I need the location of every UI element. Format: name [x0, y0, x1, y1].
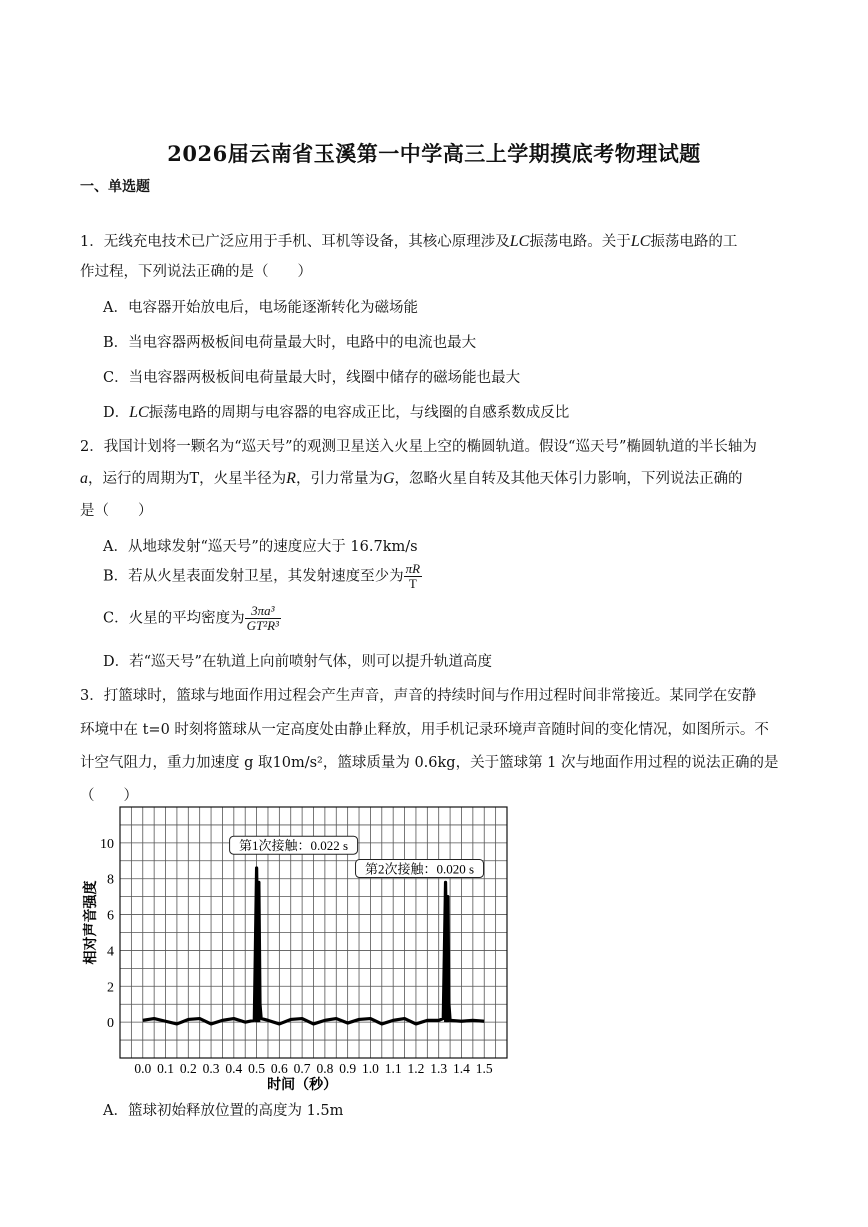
x-tick-label: 0.5	[248, 1061, 266, 1076]
q3-line2: 环境中在 t=0 时刻将篮球从一定高度处由静止释放，用手机记录环境声音随时间的变化情况，如图所示。不	[80, 722, 769, 738]
q2-option-c-den: GT²R³	[246, 618, 279, 633]
q2-option-c-fraction	[245, 604, 281, 633]
q2-option-b-text: B．若从火星表面发射卫星，其发射速度至少为	[103, 568, 404, 585]
q2-option-b-den: T	[408, 576, 417, 591]
q1-text-a: 1．无线充电技术已广泛应用于手机、耳机等设备，其核心原理涉及	[80, 234, 510, 250]
x-tick-label: 1.0	[361, 1061, 379, 1076]
annotation-label: 第1次接触：0.022 s	[239, 838, 349, 854]
q2-option-c-num: 3πa³	[245, 604, 281, 619]
x-tick-label: 0.3	[202, 1061, 220, 1076]
y-tick-label: 4	[107, 944, 114, 960]
q2-var-g: G	[382, 470, 395, 487]
q1-option-d-lc: LC	[129, 404, 149, 421]
y-tick-label: 8	[107, 872, 114, 888]
x-tick-label: 0.9	[339, 1061, 357, 1076]
q1-lc-1: LC	[509, 233, 530, 250]
q2-option-b-fraction	[404, 562, 422, 591]
q2-text-c: ，忽略火星自转及其他天体引力影响，下列说法正确的	[394, 471, 743, 487]
q2-option-b-num: πR	[405, 561, 421, 576]
q2-option-c-text: C．火星的平均密度为	[103, 610, 245, 627]
q1-text-c: 振荡电路的工	[650, 234, 738, 250]
x-tick-label: 0.7	[293, 1061, 311, 1076]
x-tick-label: 0.2	[179, 1061, 197, 1076]
x-tick-label: 0.0	[134, 1061, 152, 1076]
q1-option-b: B．当电容器两极板间电荷量最大时，电路中的电流也最大	[103, 335, 477, 351]
x-tick-label: 0.1	[157, 1061, 174, 1076]
annotation-label: 第2次接触：0.020 s	[365, 861, 475, 877]
q2-text-b: ，引力常量为	[295, 471, 383, 487]
q1-line1	[80, 232, 737, 252]
y-axis-label: 相对声音强度	[84, 880, 99, 965]
x-tick-label: 0.4	[225, 1061, 243, 1076]
x-tick-label: 1.4	[453, 1061, 470, 1076]
q2-option-c	[103, 604, 281, 633]
q3-line3: 计空气阻力，重力加速度 g 取10m/s²，篮球质量为 0.6kg，关于篮球第 1 次与地面作用过程的说法正确的是	[80, 755, 779, 771]
q2-text-a: ，运行的周期为T，火星半径为	[88, 471, 287, 487]
q3-line1: 3．打篮球时，篮球与地面作用过程会产生声音，声音的持续时间与作用过程时间非常接近。某同学在安静	[80, 688, 757, 704]
y-tick-label: 2	[107, 980, 114, 996]
x-tick-label: 1.5	[475, 1061, 493, 1076]
q1-option-a: A．电容器开始放电后，电场能逐渐转化为磁场能	[103, 300, 418, 316]
q1-lc-2: LC	[630, 233, 651, 250]
x-axis-label: 时间（秒）	[267, 1078, 338, 1093]
y-tick-label: 10	[100, 836, 114, 852]
q2-line2	[80, 469, 743, 489]
q2-option-b	[103, 562, 422, 591]
y-tick-label: 0	[107, 1016, 114, 1032]
x-tick-label: 1.3	[430, 1061, 448, 1076]
q3-option-a: A．篮球初始释放位置的高度为 1.5m	[103, 1103, 344, 1119]
q1-text-b: 振荡电路。关于	[529, 234, 631, 250]
x-tick-label: 1.2	[407, 1061, 425, 1076]
q2-option-a: A．从地球发射“巡天号”的速度应大于 16.7km/s	[103, 539, 418, 555]
sound-intensity-chart	[80, 800, 520, 1095]
q2-line3: 是（ ）	[80, 503, 153, 519]
q3-line4: （ ）	[80, 788, 138, 804]
q1-option-c: C．当电容器两极板间电荷量最大时，线圈中储存的磁场能也最大	[103, 370, 521, 386]
q2-line1: 2．我国计划将一颗名为“巡天号”的观测卫星送入火星上空的椭圆轨道。假设“巡天号”椭圆轨道的半长轴为	[80, 439, 757, 455]
q2-option-d: D．若“巡天号”在轨道上向前喷射气体，则可以提升轨道高度	[103, 654, 492, 670]
q2-var-r: R	[286, 470, 296, 487]
chart-labels	[82, 836, 493, 1093]
q1-line2: 作过程，下列说法正确的是（ ）	[80, 264, 312, 280]
section-heading: 一、单选题	[80, 179, 150, 195]
page-title: 2026届云南省玉溪第一中学高三上学期摸底考物理试题	[167, 141, 701, 166]
q1-option-d-label: D．	[103, 405, 130, 421]
q1-option-d	[103, 403, 569, 423]
x-tick-label: 0.8	[316, 1061, 334, 1076]
q2-var-a: a	[80, 470, 88, 487]
x-tick-label: 1.1	[384, 1061, 402, 1076]
y-tick-label: 6	[107, 908, 114, 924]
q1-option-d-text: 振荡电路的周期与电容器的电容成正比，与线圈的自感系数成反比	[148, 405, 570, 421]
x-tick-label: 0.6	[270, 1061, 288, 1076]
